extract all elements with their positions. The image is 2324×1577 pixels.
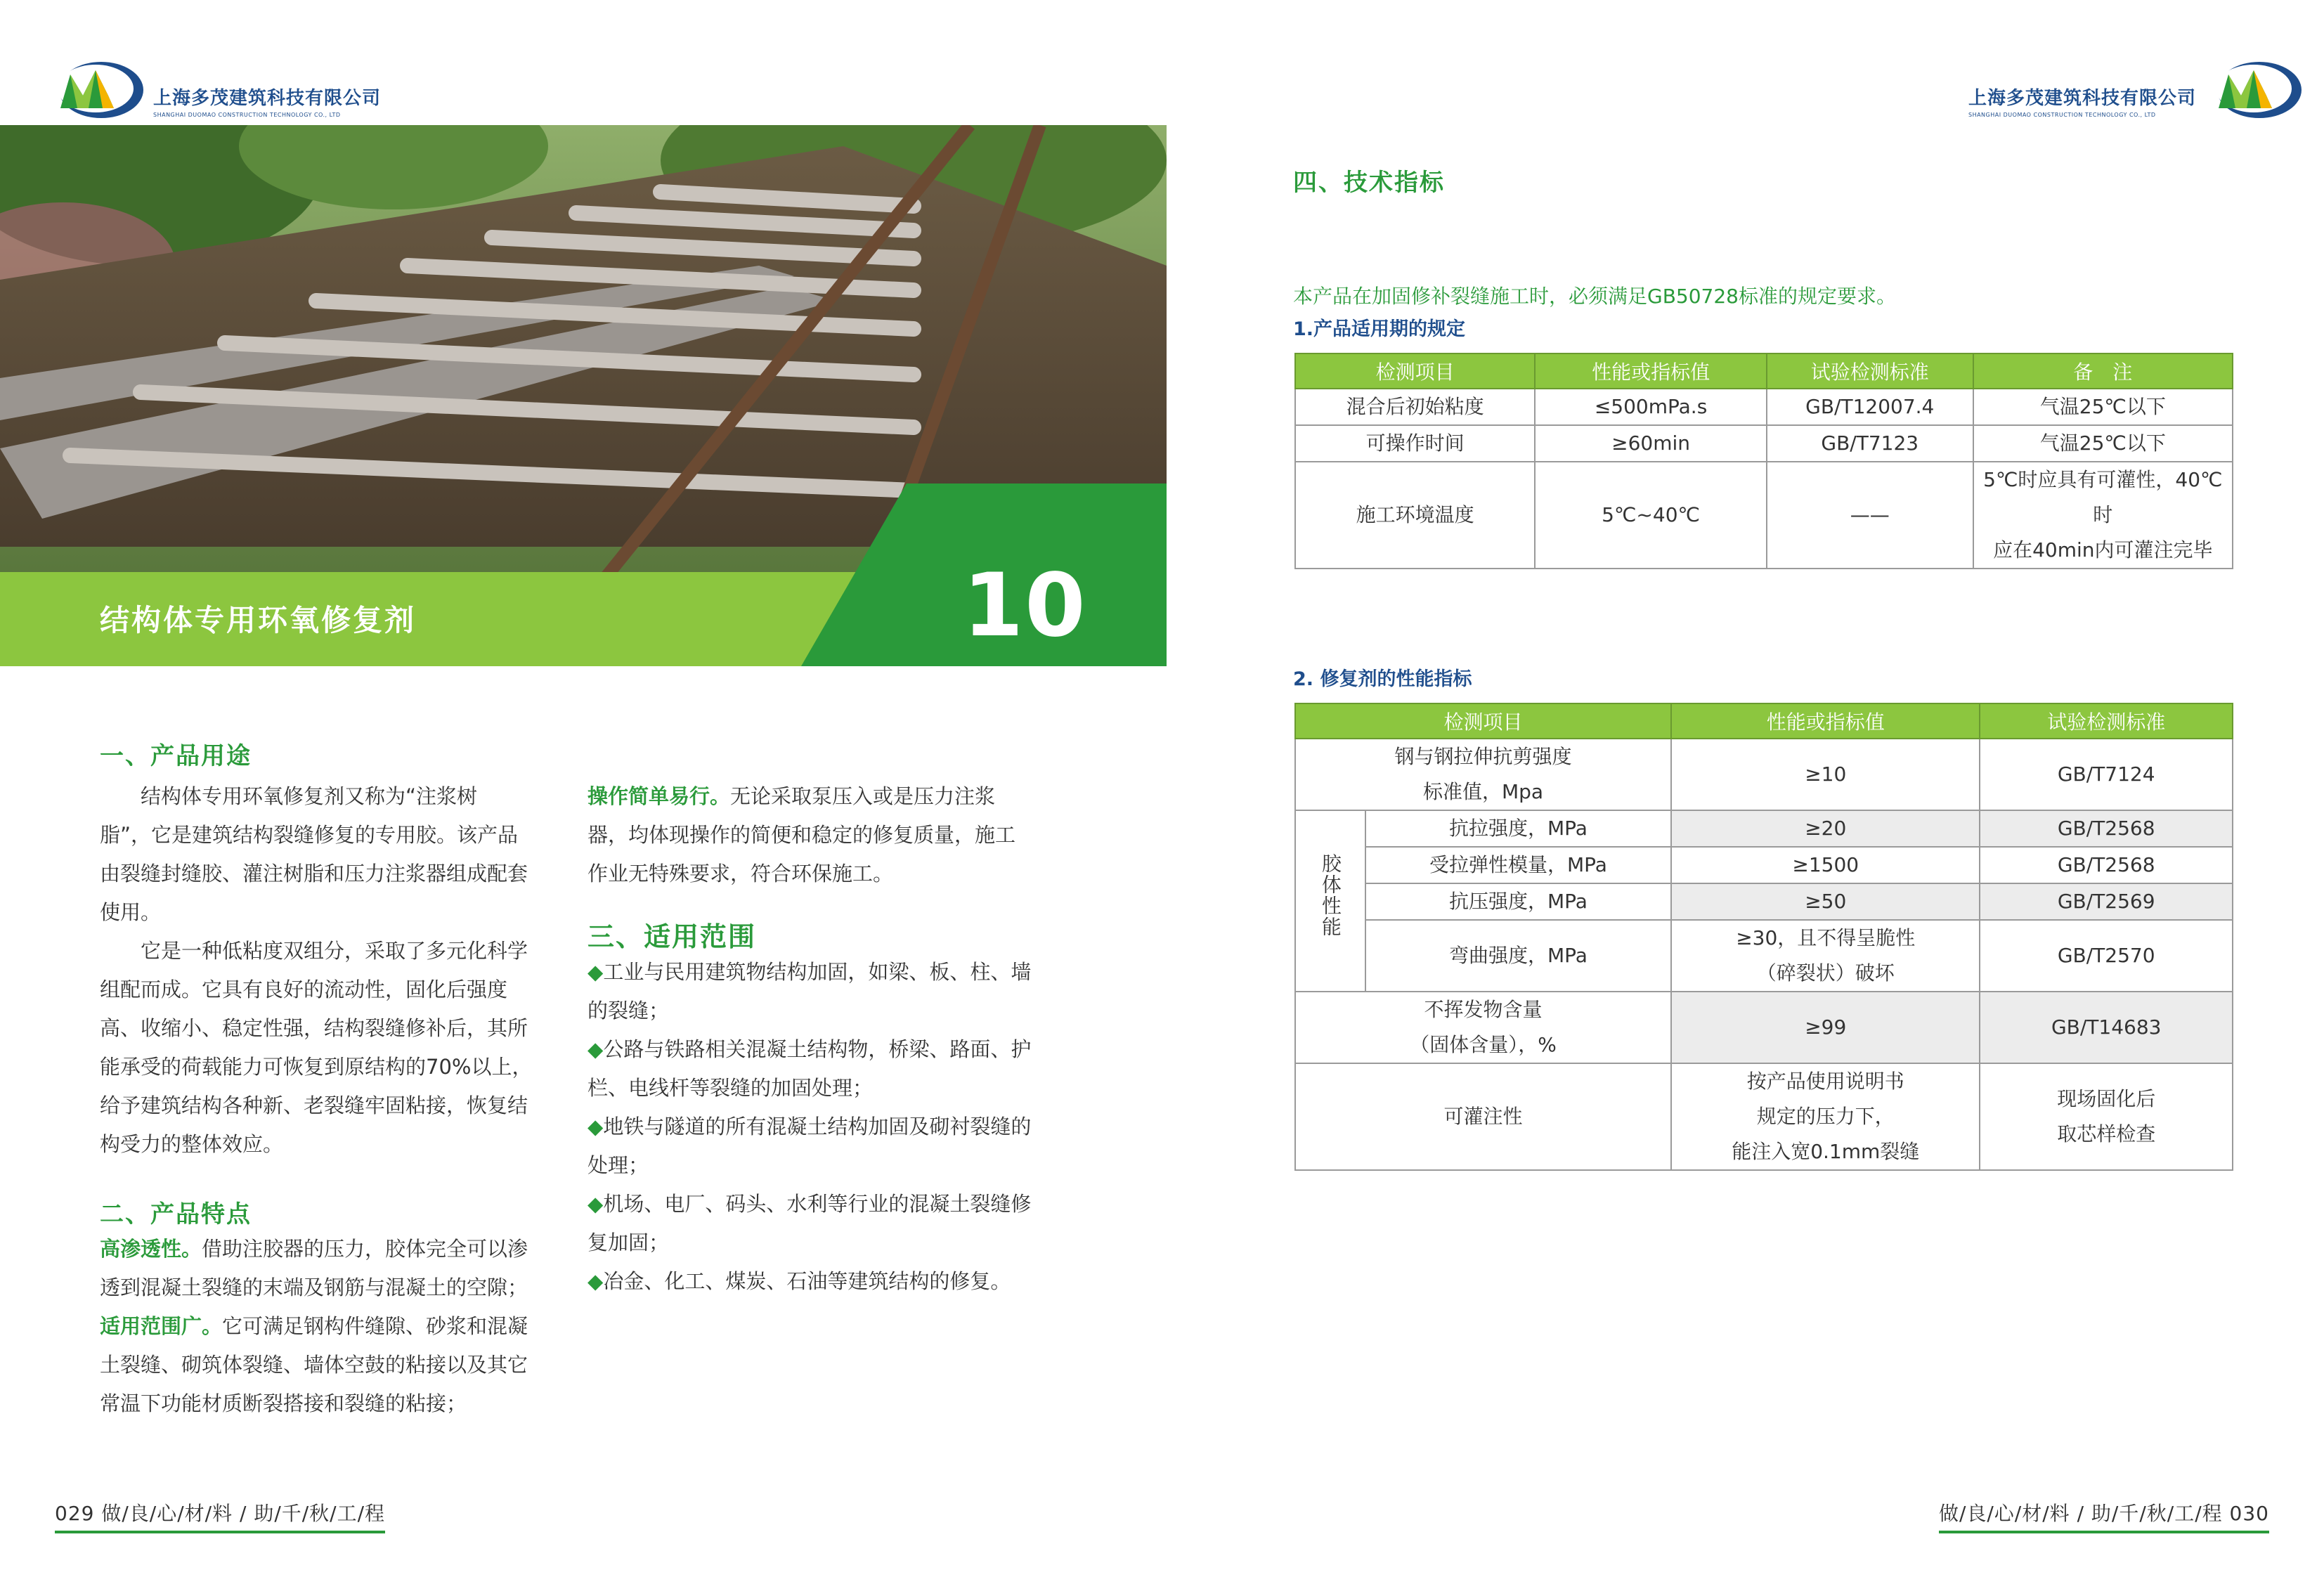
list-item bbox=[588, 1262, 1051, 1301]
table-cell: ≥50 bbox=[1671, 883, 1980, 920]
table-cell: GB/T12007.4 bbox=[1767, 389, 1973, 425]
table-cell: 受拉弹性模量，MPa bbox=[1365, 847, 1671, 883]
item-text: 地铁与隧道的所有混凝土结构加固及砌衬裂缝的 bbox=[603, 1115, 1032, 1138]
text-line: 由裂缝封缝胶、灌注树脂和压力注浆器组成配套 bbox=[100, 862, 528, 885]
section-features-heading: 二、产品特点 bbox=[100, 1200, 252, 1228]
table-cell: GB/T7124 bbox=[1980, 739, 2233, 810]
text-line: （碎裂状）破坏 bbox=[1756, 961, 1895, 985]
section-usage-heading: 一、产品用途 bbox=[100, 742, 252, 770]
text-line: 给予建筑结构各种新、老裂缝牢固粘接，恢复结 bbox=[100, 1093, 528, 1117]
text-line: 组配而成。它具有良好的流动性，固化后强度 bbox=[100, 978, 508, 1001]
table-cell: ≥20 bbox=[1671, 810, 1980, 847]
table-cell: ≤500mPa.s bbox=[1535, 389, 1767, 425]
text-line: ≥30，且不得呈脆性 bbox=[1736, 926, 1916, 949]
table2-title: 2. 修复剂的性能指标 bbox=[1293, 668, 1472, 690]
column-header: 性能或指标值 bbox=[1535, 353, 1767, 389]
table-cell: ≥99 bbox=[1671, 992, 1980, 1063]
table-cell: —— bbox=[1767, 462, 1973, 569]
table-row bbox=[1295, 389, 2233, 425]
table-cell: GB/T2568 bbox=[1980, 810, 2233, 847]
table-cell: GB/T2570 bbox=[1980, 920, 2233, 992]
text-line: 栏、电线杆等裂缝的加固处理； bbox=[588, 1076, 874, 1100]
page-footer-right: 做/良/心/材/料 / 助/千/秋/工/程 030 bbox=[1939, 1498, 2269, 1533]
section-scope-heading: 三、适用范围 bbox=[588, 921, 757, 952]
text-line: 复加固； bbox=[588, 1231, 670, 1254]
table-cell: 混合后初始粘度 bbox=[1295, 389, 1535, 425]
text-line bbox=[588, 777, 1051, 816]
company-logo-left bbox=[46, 53, 381, 124]
table-cell: 施工环境温度 bbox=[1295, 462, 1535, 569]
bullet-icon: ◆ bbox=[588, 1037, 604, 1061]
feature-text: 无论采取泵压入或是压力注浆 bbox=[730, 784, 996, 808]
list-item bbox=[588, 953, 1051, 1030]
text-line bbox=[588, 953, 1051, 992]
table-row bbox=[1295, 810, 2233, 847]
list-item bbox=[588, 1030, 1051, 1108]
column-header: 性能或指标值 bbox=[1671, 703, 1980, 739]
text-line: 不挥发物含量 bbox=[1424, 998, 1543, 1021]
pot-life-table bbox=[1294, 353, 2233, 569]
item-text: 公路与铁路相关混凝土结构物，桥梁、路面、护 bbox=[603, 1037, 1032, 1061]
table-cell: 可灌注性 bbox=[1295, 1063, 1671, 1170]
text-line: 常温下功能材质断裂搭接和裂缝的粘接； bbox=[100, 1391, 467, 1415]
text-line: 使用。 bbox=[100, 900, 162, 924]
table-cell bbox=[1671, 1063, 1980, 1170]
text-line: 构受力的整体效应。 bbox=[100, 1132, 284, 1156]
feature-text: 借助注胶器的压力，胶体完全可以渗 bbox=[202, 1237, 528, 1261]
text-line bbox=[100, 1230, 564, 1268]
company-name: 上海多茂建筑科技有限公司 bbox=[1968, 88, 2196, 109]
column-header: 检测项目 bbox=[1295, 353, 1535, 389]
text-line: 土裂缝、砌筑体裂缝、墙体空鼓的粘接以及其它 bbox=[100, 1353, 528, 1377]
company-name-en: SHANGHAI DUOMAO CONSTRUCTION TECHNOLOGY CO., LTD bbox=[153, 112, 341, 118]
text-line: 它是一种低粘度双组分，采取了多元化科学 bbox=[100, 939, 528, 963]
text-line bbox=[100, 1307, 564, 1346]
table-cell: GB/T2569 bbox=[1980, 883, 2233, 920]
text-line: 作业无特殊要求，符合环保施工。 bbox=[588, 862, 894, 885]
table-row bbox=[1295, 739, 2233, 810]
text-line bbox=[588, 1030, 1051, 1069]
item-text: 工业与民用建筑物结构加固，如梁、板、柱、墙 bbox=[603, 960, 1032, 984]
group-label-cell bbox=[1295, 810, 1365, 992]
text-line: 的裂缝； bbox=[588, 999, 670, 1023]
feature-text: 它可满足钢构件缝隙、砂浆和混凝 bbox=[222, 1314, 528, 1338]
text-line: （固体含量），% bbox=[1410, 1033, 1557, 1056]
item-text: 机场、电厂、码头、水利等行业的混凝土裂缝修 bbox=[603, 1192, 1032, 1216]
text-line: 取芯样检查 bbox=[2057, 1122, 2156, 1146]
feature-label: 操作简单易行。 bbox=[588, 784, 731, 808]
table-cell bbox=[1980, 1063, 2233, 1170]
text-line bbox=[588, 1262, 1051, 1301]
table-cell: 气温25℃以下 bbox=[1973, 425, 2233, 462]
table-cell: 抗压强度，MPa bbox=[1365, 883, 1671, 920]
text-line: 按产品使用说明书 bbox=[1746, 1070, 1904, 1093]
table-row bbox=[1295, 1063, 2233, 1170]
company-logo-icon bbox=[46, 53, 145, 124]
table-cell: 弯曲强度，MPa bbox=[1365, 920, 1671, 992]
features-paragraph-cont bbox=[588, 777, 1051, 893]
table-row bbox=[1295, 425, 2233, 462]
table-cell: GB/T2568 bbox=[1980, 847, 2233, 883]
text-line bbox=[588, 1108, 1051, 1146]
table-cell: 可操作时间 bbox=[1295, 425, 1535, 462]
feature-label: 适用范围广。 bbox=[100, 1314, 223, 1338]
column-header: 检测项目 bbox=[1295, 703, 1671, 739]
table-row bbox=[1295, 883, 2233, 920]
list-item bbox=[588, 1108, 1051, 1185]
bullet-icon: ◆ bbox=[588, 1269, 604, 1293]
table-cell: 5℃~40℃ bbox=[1535, 462, 1767, 569]
text-line: 处理； bbox=[588, 1153, 649, 1177]
text-line bbox=[588, 1185, 1051, 1224]
table-cell bbox=[1671, 920, 1980, 992]
table-row bbox=[1295, 462, 2233, 569]
text-line: 脂”，它是建筑结构裂缝修复的专用胶。该产品 bbox=[100, 823, 519, 847]
page-footer-left: 029 做/良/心/材/料 / 助/千/秋/工/程 bbox=[55, 1498, 385, 1533]
tech-specs-heading: 四、技术指标 bbox=[1293, 169, 1445, 197]
table-cell: GB/T14683 bbox=[1980, 992, 2233, 1063]
table-cell bbox=[1295, 992, 1671, 1063]
group-label: 胶体性能 bbox=[1318, 853, 1342, 937]
bullet-icon: ◆ bbox=[588, 960, 604, 984]
table-cell: 气温25℃以下 bbox=[1973, 389, 2233, 425]
table-row bbox=[1295, 992, 2233, 1063]
list-item bbox=[588, 1185, 1051, 1262]
features-paragraph bbox=[100, 1230, 564, 1423]
table-cell: GB/T7123 bbox=[1767, 425, 1973, 462]
table-header-row bbox=[1295, 703, 2233, 739]
text-line: 规定的压力下， bbox=[1756, 1105, 1895, 1128]
item-text: 冶金、化工、煤炭、石油等建筑结构的修复。 bbox=[603, 1269, 1011, 1293]
company-name-en: SHANGHAI DUOMAO CONSTRUCTION TECHNOLOGY CO., LTD bbox=[1968, 112, 2156, 118]
table-cell: ≥1500 bbox=[1671, 847, 1980, 883]
table-header-row bbox=[1295, 353, 2233, 389]
company-logo-right bbox=[1968, 53, 2303, 124]
table-cell: ≥60min bbox=[1535, 425, 1767, 462]
company-name: 上海多茂建筑科技有限公司 bbox=[153, 88, 382, 109]
table-cell bbox=[1973, 462, 2233, 569]
table-row bbox=[1295, 847, 2233, 883]
text-line: 器，均体现操作的简便和稳定的修复质量，施工 bbox=[588, 823, 1016, 847]
feature-label: 高渗透性。 bbox=[100, 1237, 202, 1261]
table-cell bbox=[1295, 739, 1671, 810]
text-line: 高、收缩小、稳定性强，结构裂缝修补后，其所 bbox=[100, 1016, 528, 1040]
text-line: 5℃时应具有可灌性，40℃时 bbox=[1983, 468, 2223, 526]
table-cell: ≥10 bbox=[1671, 739, 1980, 810]
text-line: 应在40min内可灌注完毕 bbox=[1993, 538, 2213, 562]
performance-table bbox=[1294, 703, 2233, 1171]
text-line: 结构体专用环氧修复剂又称为“注浆树 bbox=[100, 784, 478, 808]
bullet-icon: ◆ bbox=[588, 1192, 604, 1216]
table-cell: 抗拉强度，MPa bbox=[1365, 810, 1671, 847]
text-line: 标准值，Mpa bbox=[1423, 780, 1544, 803]
product-title: 结构体专用环氧修复剂 bbox=[100, 603, 417, 637]
tech-specs-intro: 本产品在加固修补裂缝施工时，必须满足GB50728标准的规定要求。 bbox=[1293, 285, 1896, 308]
bullet-icon: ◆ bbox=[588, 1115, 604, 1138]
column-header: 试验检测标准 bbox=[1767, 353, 1973, 389]
table-row bbox=[1295, 920, 2233, 992]
text-line: 现场固化后 bbox=[2057, 1087, 2156, 1110]
text-line: 透到混凝土裂缝的末端及钢筋与混凝土的空隙； bbox=[100, 1276, 528, 1299]
usage-paragraph bbox=[100, 777, 550, 1164]
table1-title: 1.产品适用期的规定 bbox=[1293, 318, 1466, 340]
text-line: 钢与钢拉伸抗剪强度 bbox=[1394, 745, 1572, 768]
company-logo-icon bbox=[2205, 53, 2303, 124]
column-header: 试验检测标准 bbox=[1980, 703, 2233, 739]
text-line: 能注入宽0.1mm裂缝 bbox=[1732, 1140, 1920, 1163]
text-line: 能承受的荷载能力可恢复到原结构的70%以上， bbox=[100, 1055, 533, 1079]
column-header: 备 注 bbox=[1973, 353, 2233, 389]
scope-list bbox=[588, 953, 1051, 1301]
product-number: 10 bbox=[963, 555, 1087, 656]
